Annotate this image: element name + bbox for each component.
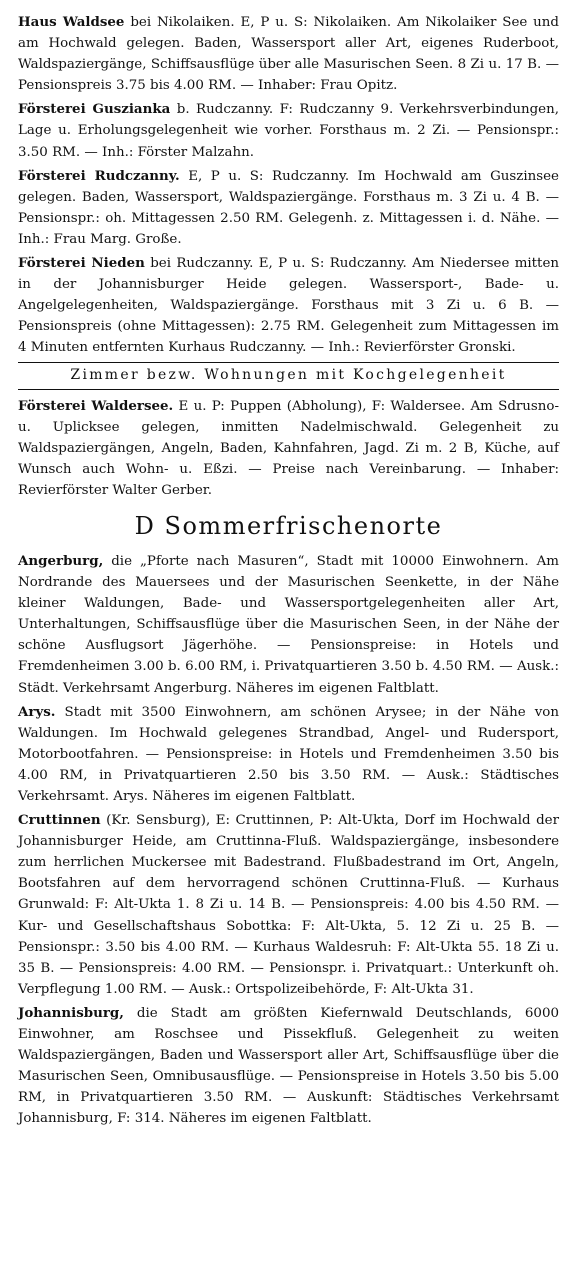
entry-johannisburg <box>18 1003 559 1130</box>
entry-text: bei Rudczanny. E, P u. S: Rudczanny. Am Niedersee mitten in der Johannisburger Heide gelegen. Wassersport-, Bade- u. Angelgelegenheiten, Waldspaziergänge. Forsthaus mit 3 Zi u. 6 B. — Pensionspreis (ohne Mittagessen): 2.75 RM. Gelegenheit zum Mittagessen im 4 Minuten entfernten Kurhaus Rudczanny. — Inh.: Revierförster Gronski. <box>18 256 559 356</box>
entry-haus-waldsee <box>18 12 559 96</box>
entry-name: Försterei Waldersee. <box>18 397 174 414</box>
entry-name: Haus Waldsee <box>18 14 125 30</box>
entries-middle <box>18 396 559 501</box>
entry-name: Johannisburg, <box>18 1004 124 1021</box>
entry-foersterei-guszianka <box>18 99 559 162</box>
entry-text: E u. P: Puppen (Abholung), F: Waldersee. Am Sdrusno- u. Uplicksee gelegen, inmitten Nadelmischwald. Gelegenheit zu Waldspaziergängen, Angeln, Baden, Kahnfahren, Jagd. Zi m. 2 B, Küche, auf Wunsch auch Wohn- u. Eßzi. — Preise nach Vereinbarung. — Inhaber: Revierförster Walter Gerber. <box>18 398 559 498</box>
entry-name: Arys. <box>18 703 56 720</box>
entry-arys <box>18 702 559 807</box>
entry-text: die Stadt am größten Kiefernwald Deutschlands, 6000 Einwohner, am Roschsee und Pissekfluß. Gelegenheit zu weiten Waldspaziergängen, Baden und Wassersport aller Art, Schiffsausflüge über die Masurischen Seen, Omnibusausflüge. — Pensionspreise in Hotels 3.50 bis 5.00 RM, in Privatquartieren 3.50 RM. — Auskunft: Städtisches Verkehrsamt Johannisburg, F: 314. Näheres im eigenen Faltblatt. <box>18 1005 559 1127</box>
entry-text: bei Nikolaiken. E, P u. S: Nikolaiken. Am Nikolaiker See und am Hochwald gelegen. Baden, Wassersport aller Art, eigenes Ruderboot, Waldspaziergänge, Schiffsausflüge über alle Masurischen Seen. 8 Zi u. 17 B. — Pensionspreis 3.75 bis 4.00 RM. — Inhaber: Frau Opitz. <box>18 15 559 94</box>
entry-foersterei-waldersee <box>18 396 559 501</box>
entry-text: (Kr. Sensburg), E: Cruttinnen, P: Alt-Ukta, Dorf im Hochwald der Johannisburger Heide, am Cruttinna-Fluß. Waldspaziergänge, insbesondere zum herrlichen Muckersee mit Badestrand. Flußbadestrand im Ort, Angeln, Bootsfahren auf dem hervorragend schönen Cruttinna-Fluß. — Kurhaus Grunwald: F: Alt-Ukta 1. 8 Zi u. 14 B. — Pensionspreis: 4.00 bis 4.50 RM. — Kur- und Gesellschaftshaus Sobottka: F: Alt-Ukta, 5. 12 Zi u. 25 B. — Pensionspr.: 3.50 bis 4.00 RM. — Kurhaus Waldesruh: F: Alt-Ukta 55. 18 Zi u. 35 B. — Pensionspreis: 4.00 RM. — Pensionspr. i. Privatquart.: Unterkunft oh. Verpflegung 1.00 RM. — Ausk.: Ortspolizeibehörde, F: Alt-Ukta 31. <box>18 813 559 997</box>
entry-foersterei-rudczanny <box>18 166 559 250</box>
entry-name: Försterei Rudczanny. <box>18 167 180 184</box>
entry-name: Cruttinnen <box>18 812 101 829</box>
entry-text: die „Pforte nach Masuren“, Stadt mit 10000 Einwohnern. Am Nordrande des Mauersees und der Masurischen Seenkette, in der Nähe kleiner Waldungen, Bade- und Wassersportgelegenheiten aller Art, Unterhaltungen, Schiffsausflüge über die Masurischen Seen, in der Nähe der schöne Ausflugsort Jägerhöhe. — Pensionspreise: in Hotels und Fremdenheimen 3.00 b. 6.00 RM, i. Privatquartieren 3.50 b. 4.50 RM. — Ausk.: Städt. Verkehrsamt Angerburg. Näheres im eigenen Faltblatt. <box>18 553 559 696</box>
entry-name: Angerburg, <box>18 552 104 569</box>
section-title: D Sommerfrischenorte <box>134 511 443 540</box>
entry-text: E, P u. S: Rudczanny. Im Hochwald am Guszinsee gelegen. Baden, Wassersport, Waldspaziergänge. Forsthaus m. 3 Zi u. 4 B. — Pensionspr.: oh. Mittagessen 2.50 RM. Gelegenh. z. Mittagessen i. d. Nähe. — Inh.: Frau Marg. Große. <box>18 168 559 247</box>
entries-top <box>18 12 559 359</box>
subheading: Zimmer bezw. Wohnungen mit Kochgelegenheit <box>18 362 559 390</box>
entry-name: Försterei Guszianka <box>18 101 171 118</box>
entry-foersterei-nieden <box>18 253 559 358</box>
entry-name: Försterei Nieden <box>18 255 145 272</box>
entry-text: b. Rudczanny. F: Rudczanny 9. Verkehrsverbindungen, Lage u. Erholungsgelegenheit wie vorher. Forsthaus m. 2 Zi. — Pensionspr.: 3.50 RM. — Inh.: Förster Malzahn. <box>18 102 559 160</box>
entry-cruttinnen <box>18 810 559 1000</box>
entry-angerburg <box>18 551 559 699</box>
entries-bottom <box>18 551 559 1130</box>
entry-text: Stadt mit 3500 Einwohnern, am schönen Arysee; in der Nähe von Waldungen. Im Hochwald gelegenes Strandbad, Angel- und Rudersport, Motorbootfahren. — Pensionspreise: in Hotels und Fremdenheimen 3.50 bis 4.00 RM, in Privatquartieren 2.50 bis 3.50 RM. — Ausk.: Städtisches Verkehrsamt. Arys. Näheres im eigenen Faltblatt. <box>18 704 559 804</box>
